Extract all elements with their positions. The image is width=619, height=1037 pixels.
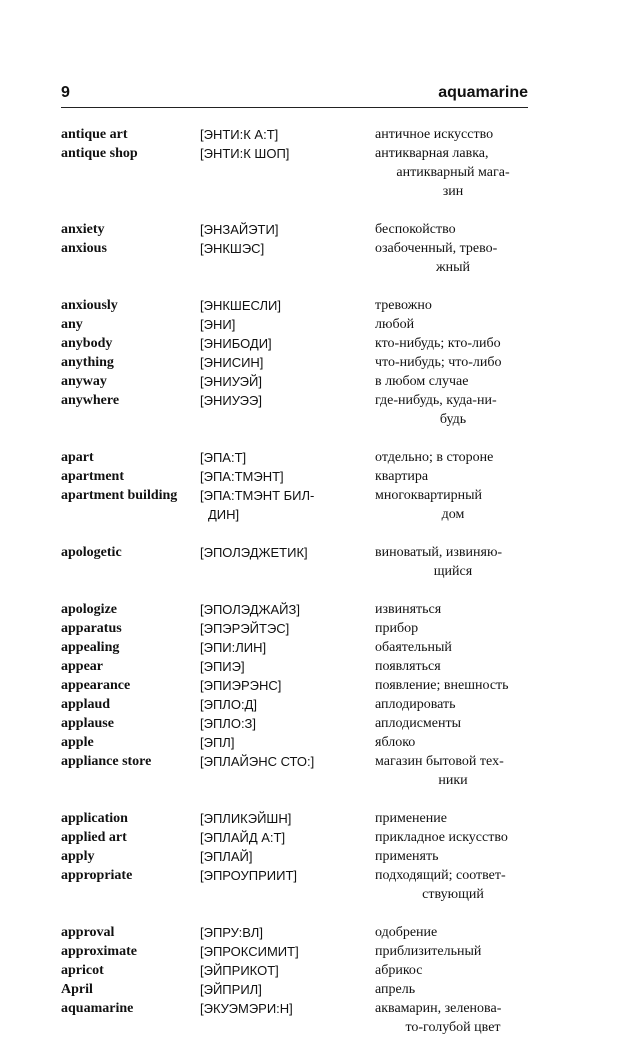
transcription (200, 600, 375, 619)
translation (375, 980, 531, 999)
transcription-line: [ЭПЛО:З] (200, 716, 257, 731)
headword: anyway (61, 374, 107, 389)
transcription-line: [ЭПОЛЭДЖАЙЗ] (200, 602, 300, 617)
dictionary-entry (61, 334, 531, 353)
translation-line: что-нибудь; что-либо (375, 355, 502, 370)
translation (375, 334, 531, 353)
dictionary-entry (61, 657, 531, 676)
transcription-line: [ЭНИ] (200, 317, 236, 332)
headword: apartment (61, 469, 124, 484)
translation (375, 866, 531, 904)
translation-line: появление; внешность (375, 678, 509, 693)
headword: apart (61, 450, 94, 465)
transcription (200, 372, 375, 391)
dictionary-entry (61, 220, 531, 239)
translation-line: многоквартирный (375, 488, 483, 503)
dictionary-entry (61, 809, 531, 828)
translation (375, 315, 531, 334)
headword: antique art (61, 127, 128, 142)
transcription (200, 695, 375, 714)
dictionary-entry (61, 980, 531, 999)
dictionary-entry (61, 752, 531, 790)
translation-line: приблизительный (375, 944, 482, 959)
translation (375, 733, 531, 752)
transcription-line: [ЭПЛАЙ] (200, 849, 253, 864)
translation (375, 695, 531, 714)
translation (375, 296, 531, 315)
translation (375, 467, 531, 486)
guide-word: aquamarine (438, 84, 528, 101)
translation (375, 372, 531, 391)
translation-line: аплодисменты (375, 716, 462, 731)
translation-line: яблоко (375, 735, 416, 750)
transcription-line: [ЭНИУЭЭ] (200, 393, 262, 408)
transcription-line: [ЭПИЭ] (200, 659, 245, 674)
transcription-line: [ЭПИЭРЭНС] (200, 678, 282, 693)
translation (375, 714, 531, 733)
translation-line: обаятельный (375, 640, 452, 655)
translation-line: применять (375, 849, 439, 864)
transcription-line: [ЭНИБОДИ] (200, 336, 272, 351)
headword: aquamarine (61, 1001, 134, 1016)
transcription-line: [ЭЙПРИЛ] (200, 982, 262, 997)
dictionary-entry (61, 847, 531, 866)
transcription-line: [ЭЙПРИКОТ] (200, 963, 279, 978)
transcription (200, 809, 375, 828)
translation-line: квартира (375, 469, 429, 484)
transcription-line: [ЭПЛИКЭЙШН] (200, 811, 292, 826)
translation-line: где-нибудь, куда-ни- (375, 393, 497, 408)
headword: any (61, 317, 83, 332)
page-header (61, 84, 528, 106)
translation (375, 961, 531, 980)
translation (375, 391, 531, 429)
translation (375, 220, 531, 239)
headword: anxious (61, 241, 107, 256)
dictionary-entry (61, 448, 531, 467)
translation-line: озабоченный, трево- (375, 241, 498, 256)
transcription (200, 923, 375, 942)
transcription-line: [ЭПА:Т] (200, 450, 247, 465)
translation-line: виноватый, извиняю- (375, 545, 503, 560)
transcription-line: [ЭПЛАЙД А:Т] (200, 830, 286, 845)
headword: appliance store (61, 754, 152, 769)
transcription (200, 733, 375, 752)
headword: apologetic (61, 545, 122, 560)
transcription-line: [ЭПЭРЭЙТЭС] (200, 621, 290, 636)
headword: anxiously (61, 298, 118, 313)
transcription-line: [ЭПРОКСИМИТ] (200, 944, 299, 959)
translation-line: отдельно; в стороне (375, 450, 494, 465)
transcription-line: [ЭНИСИН] (200, 355, 264, 370)
translation-line: аквамарин, зеленова- (375, 1001, 502, 1016)
dictionary-entry (61, 638, 531, 657)
translation (375, 752, 531, 790)
dictionary-entry (61, 315, 531, 334)
translation-line: дом (441, 507, 465, 522)
translation-line: кто-нибудь; кто-либо (375, 336, 501, 351)
translation (375, 448, 531, 467)
transcription (200, 448, 375, 467)
headword: apply (61, 849, 95, 864)
transcription-line: [ЭНТИ:К ШОП] (200, 146, 290, 161)
dictionary-entry (61, 999, 531, 1037)
transcription (200, 657, 375, 676)
dictionary-entry (61, 942, 531, 961)
translation (375, 239, 531, 277)
transcription (200, 714, 375, 733)
transcription (200, 847, 375, 866)
dictionary-entry (61, 600, 531, 619)
transcription-line: [ЭПОЛЭДЖЕТИК] (200, 545, 308, 560)
headword: applied art (61, 830, 127, 845)
translation-line: абрикос (375, 963, 423, 978)
headword: apartment building (61, 488, 178, 503)
headword: apple (61, 735, 94, 750)
headword: appearance (61, 678, 131, 693)
headword: anxiety (61, 222, 105, 237)
transcription (200, 315, 375, 334)
translation-line: зин (442, 184, 464, 199)
headword: apparatus (61, 621, 122, 636)
transcription (200, 543, 375, 581)
translation (375, 486, 531, 524)
dictionary-entry (61, 296, 531, 315)
transcription (200, 752, 375, 790)
transcription (200, 961, 375, 980)
transcription (200, 334, 375, 353)
dictionary-entries (61, 125, 531, 1037)
transcription (200, 619, 375, 638)
transcription (200, 980, 375, 999)
translation-line: любой (375, 317, 415, 332)
dictionary-entry (61, 467, 531, 486)
translation-line: прибор (375, 621, 419, 636)
transcription-line: [ЭНИУЭЙ] (200, 374, 262, 389)
transcription-line: [ЭПА:ТМЭНТ] (200, 469, 284, 484)
transcription-line: [ЭПЛ] (200, 735, 235, 750)
dictionary-entry (61, 372, 531, 391)
headword: approximate (61, 944, 137, 959)
transcription-line: [ЭНТИ:К А:Т] (200, 127, 279, 142)
headword: April (61, 982, 93, 997)
transcription-line: [ЭНКШЕСЛИ] (200, 298, 281, 313)
translation (375, 638, 531, 657)
transcription (200, 486, 375, 524)
translation (375, 619, 531, 638)
translation (375, 942, 531, 961)
translation-line: прикладное искусство (375, 830, 508, 845)
transcription (200, 296, 375, 315)
translation (375, 999, 531, 1037)
transcription (200, 239, 375, 277)
translation (375, 144, 531, 201)
dictionary-entry (61, 733, 531, 752)
dictionary-entry (61, 486, 531, 524)
dictionary-entry (61, 828, 531, 847)
dictionary-entry (61, 144, 531, 201)
transcription (200, 391, 375, 429)
translation (375, 657, 531, 676)
translation (375, 125, 531, 144)
translation-line: одобрение (375, 925, 438, 940)
dictionary-entry (61, 695, 531, 714)
dictionary-entry (61, 353, 531, 372)
translation (375, 353, 531, 372)
transcription (200, 467, 375, 486)
translation-line: антикварный мага- (396, 165, 510, 180)
transcription-line: [ЭПРУ:ВЛ] (200, 925, 263, 940)
dictionary-entry (61, 714, 531, 733)
headword: applaud (61, 697, 111, 712)
headword: anybody (61, 336, 113, 351)
headword: approval (61, 925, 115, 940)
page-number: 9 (61, 84, 70, 101)
translation-line: в любом случае (375, 374, 469, 389)
transcription (200, 220, 375, 239)
transcription-line: [ЭПРОУПРИИТ] (200, 868, 298, 883)
translation-line: будь (439, 412, 467, 427)
headword: applause (61, 716, 114, 731)
headword: anywhere (61, 393, 120, 408)
transcription-line: ДИН] (208, 507, 240, 522)
dictionary-entry (61, 543, 531, 581)
translation-line: извиняться (375, 602, 442, 617)
dictionary-entry (61, 239, 531, 277)
headword: appear (61, 659, 103, 674)
transcription-line: [ЭПА:ТМЭНТ БИЛ- (200, 488, 315, 503)
transcription-line: [ЭПЛАЙЭНС СТО:] (200, 754, 315, 769)
dictionary-entry (61, 619, 531, 638)
dictionary-entry (61, 961, 531, 980)
translation-line: тревожно (375, 298, 432, 313)
translation-line: беспокойство (375, 222, 456, 237)
transcription (200, 866, 375, 904)
translation-line: появляться (375, 659, 441, 674)
header-rule (61, 107, 528, 108)
headword: appropriate (61, 868, 133, 883)
translation (375, 923, 531, 942)
transcription (200, 144, 375, 201)
dictionary-entry (61, 866, 531, 904)
transcription (200, 353, 375, 372)
translation-line: ники (438, 773, 468, 788)
translation-line: магазин бытовой тех- (375, 754, 504, 769)
transcription (200, 999, 375, 1037)
transcription-line: [ЭПИ:ЛИН] (200, 640, 267, 655)
transcription (200, 125, 375, 144)
translation-line: жный (435, 260, 471, 275)
translation-line: ствующий (422, 887, 484, 902)
translation (375, 809, 531, 828)
translation-line: подходящий; соответ- (375, 868, 506, 883)
translation-line: антикварная лавка, (375, 146, 489, 161)
headword: apologize (61, 602, 117, 617)
translation (375, 543, 531, 581)
translation-line: то-голубой цвет (405, 1020, 501, 1035)
translation (375, 828, 531, 847)
translation-line: щийся (433, 564, 473, 579)
transcription (200, 638, 375, 657)
transcription (200, 828, 375, 847)
translation-line: применение (375, 811, 447, 826)
translation-line: античное искусство (375, 127, 494, 142)
transcription (200, 676, 375, 695)
headword: appealing (61, 640, 120, 655)
headword: apricot (61, 963, 104, 978)
headword: application (61, 811, 128, 826)
transcription (200, 942, 375, 961)
translation (375, 600, 531, 619)
transcription-line: [ЭНЗАЙЭТИ] (200, 222, 279, 237)
translation (375, 676, 531, 695)
transcription-line: [ЭКУЭМЭРИ:Н] (200, 1001, 293, 1016)
transcription-line: [ЭПЛО:Д] (200, 697, 257, 712)
headword: anything (61, 355, 114, 370)
dictionary-entry (61, 391, 531, 429)
headword: antique shop (61, 146, 138, 161)
dictionary-entry (61, 125, 531, 144)
dictionary-entry (61, 923, 531, 942)
dictionary-entry (61, 676, 531, 695)
translation (375, 847, 531, 866)
transcription-line: [ЭНКШЭС] (200, 241, 265, 256)
translation-line: апрель (375, 982, 416, 997)
translation-line: аплодировать (375, 697, 456, 712)
